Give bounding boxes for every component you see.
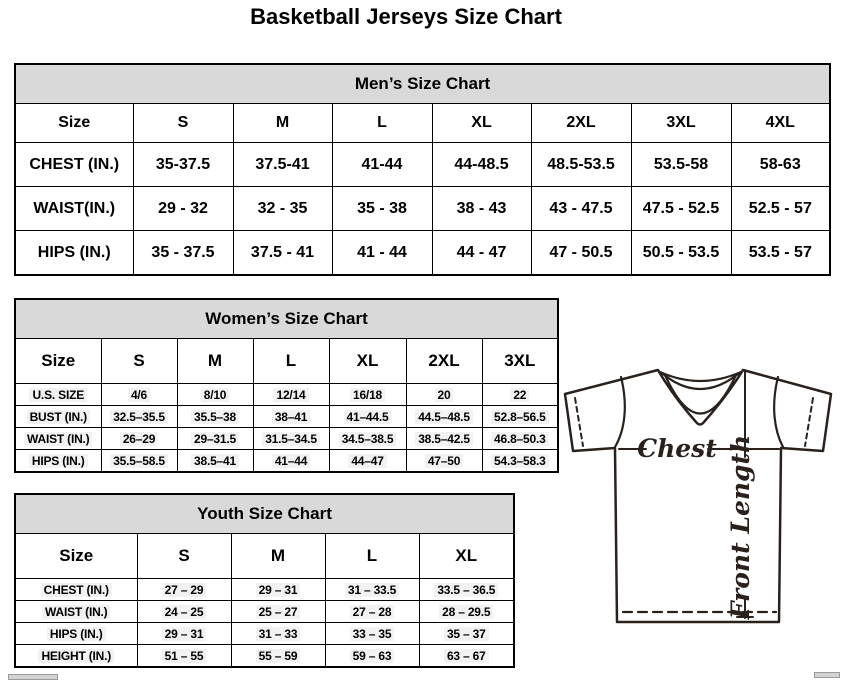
header-row bbox=[15, 104, 830, 143]
column-header: 4XL bbox=[731, 104, 830, 143]
value-cell bbox=[101, 384, 177, 406]
mens-size-table bbox=[14, 63, 831, 276]
cell-value: 31 – 33.5 bbox=[345, 583, 399, 597]
value-cell bbox=[329, 406, 406, 428]
value-cell bbox=[177, 384, 253, 406]
cell-value: 31 – 33 bbox=[256, 627, 301, 641]
column-header: L bbox=[325, 534, 419, 579]
table-title-row bbox=[15, 299, 558, 339]
value-cell bbox=[137, 601, 231, 623]
cell-value: 28 – 29.5 bbox=[439, 605, 493, 619]
column-header: S bbox=[137, 534, 231, 579]
value-cell bbox=[406, 406, 482, 428]
value-cell bbox=[137, 645, 231, 668]
cell-value: 44–47 bbox=[348, 454, 386, 468]
cell-value: 24 – 25 bbox=[162, 605, 207, 619]
cell-value: 35 – 37 bbox=[444, 627, 489, 641]
value-cell bbox=[101, 428, 177, 450]
value-cell: 50.5 - 53.5 bbox=[631, 231, 731, 276]
value-cell bbox=[482, 428, 558, 450]
value-cell bbox=[329, 428, 406, 450]
cell-value: 25 – 27 bbox=[256, 605, 301, 619]
column-header: Size bbox=[15, 339, 101, 384]
cell-value: 38.5–41 bbox=[191, 454, 239, 468]
cell-value: 38–41 bbox=[272, 410, 310, 424]
table-row bbox=[15, 406, 558, 428]
value-cell bbox=[406, 384, 482, 406]
column-header: M bbox=[231, 534, 325, 579]
cell-value: 29–31.5 bbox=[191, 432, 239, 446]
value-cell bbox=[253, 428, 329, 450]
table-row bbox=[15, 384, 558, 406]
value-cell: 37.5-41 bbox=[233, 143, 332, 187]
table-title-row bbox=[15, 494, 514, 534]
column-header: Size bbox=[15, 534, 137, 579]
table-title-row bbox=[15, 64, 830, 104]
value-cell bbox=[137, 579, 231, 601]
cell-value: 12/14 bbox=[273, 388, 308, 402]
column-header: 2XL bbox=[531, 104, 631, 143]
value-cell bbox=[329, 450, 406, 473]
value-cell: 35-37.5 bbox=[133, 143, 233, 187]
value-cell: 37.5 - 41 bbox=[233, 231, 332, 276]
row-label-text: CHEST (IN.) bbox=[41, 583, 112, 597]
cell-value: 52.8–56.5 bbox=[491, 410, 549, 424]
column-header: XL bbox=[432, 104, 531, 143]
value-cell bbox=[419, 645, 514, 668]
value-cell: 35 - 37.5 bbox=[133, 231, 233, 276]
row-label bbox=[15, 645, 137, 668]
column-header: Size bbox=[15, 104, 133, 143]
value-cell bbox=[325, 579, 419, 601]
cell-value: 33.5 – 36.5 bbox=[434, 583, 498, 597]
column-header: L bbox=[253, 339, 329, 384]
cell-value: 41–44 bbox=[272, 454, 310, 468]
scrollbar-fragment-left[interactable] bbox=[8, 674, 58, 680]
cell-value: 8/10 bbox=[201, 388, 230, 402]
cell-value: 29 – 31 bbox=[162, 627, 207, 641]
value-cell bbox=[406, 450, 482, 473]
table-row bbox=[15, 645, 514, 668]
cell-value: 16/18 bbox=[350, 388, 385, 402]
value-cell bbox=[253, 406, 329, 428]
header-row bbox=[15, 339, 558, 384]
value-cell bbox=[325, 623, 419, 645]
value-cell bbox=[482, 384, 558, 406]
cell-value: 38.5–42.5 bbox=[415, 432, 473, 446]
column-header: 2XL bbox=[406, 339, 482, 384]
cell-value: 27 – 28 bbox=[350, 605, 395, 619]
value-cell bbox=[137, 623, 231, 645]
value-cell bbox=[253, 450, 329, 473]
value-cell: 53.5 - 57 bbox=[731, 231, 830, 276]
cell-value: 20 bbox=[435, 388, 454, 402]
cell-value: 63 – 67 bbox=[444, 649, 489, 663]
value-cell bbox=[231, 645, 325, 668]
value-cell: 29 - 32 bbox=[133, 187, 233, 231]
scrollbar-fragment-right[interactable] bbox=[814, 672, 840, 678]
value-cell bbox=[177, 406, 253, 428]
page-title: Basketball Jerseys Size Chart bbox=[250, 4, 562, 29]
row-label bbox=[15, 623, 137, 645]
row-label-text: HIPS (IN.) bbox=[47, 627, 106, 641]
row-label bbox=[15, 406, 101, 428]
column-header: 3XL bbox=[631, 104, 731, 143]
cell-value: 46.8–50.3 bbox=[491, 432, 549, 446]
cell-value: 41–44.5 bbox=[344, 410, 392, 424]
cell-value: 29 – 31 bbox=[256, 583, 301, 597]
value-cell: 44 - 47 bbox=[432, 231, 531, 276]
table-row bbox=[15, 143, 830, 187]
table-row bbox=[15, 579, 514, 601]
cell-value: 34.5–38.5 bbox=[339, 432, 397, 446]
sleeve-seam-dashed-right bbox=[805, 398, 813, 446]
value-cell bbox=[482, 406, 558, 428]
row-label bbox=[15, 450, 101, 473]
value-cell: 47.5 - 52.5 bbox=[631, 187, 731, 231]
value-cell: 41-44 bbox=[332, 143, 432, 187]
cell-value: 26–29 bbox=[120, 432, 158, 446]
value-cell bbox=[329, 384, 406, 406]
row-label: CHEST (IN.) bbox=[15, 143, 133, 187]
column-header: XL bbox=[419, 534, 514, 579]
cell-value: 55 – 59 bbox=[256, 649, 301, 663]
value-cell: 52.5 - 57 bbox=[731, 187, 830, 231]
value-cell: 53.5-58 bbox=[631, 143, 731, 187]
cell-value: 51 – 55 bbox=[162, 649, 207, 663]
row-label bbox=[15, 428, 101, 450]
jersey-outline bbox=[565, 370, 831, 622]
value-cell bbox=[231, 623, 325, 645]
row-label-text: BUST (IN.) bbox=[27, 410, 90, 424]
value-cell: 47 - 50.5 bbox=[531, 231, 631, 276]
row-label-text: U.S. SIZE bbox=[29, 388, 87, 402]
value-cell bbox=[101, 450, 177, 473]
row-label: HIPS (IN.) bbox=[15, 231, 133, 276]
value-cell bbox=[231, 579, 325, 601]
column-header: XL bbox=[329, 339, 406, 384]
youth-size-table bbox=[14, 493, 515, 668]
cell-value: 27 – 29 bbox=[162, 583, 207, 597]
column-header: S bbox=[101, 339, 177, 384]
row-label bbox=[15, 579, 137, 601]
sleeve-seam-dashed-left bbox=[575, 398, 583, 446]
value-cell bbox=[419, 579, 514, 601]
value-cell bbox=[325, 645, 419, 668]
cell-value: 35.5–58.5 bbox=[110, 454, 168, 468]
column-header: S bbox=[133, 104, 233, 143]
value-cell bbox=[419, 601, 514, 623]
armhole-curve-left bbox=[615, 377, 625, 447]
cell-value: 59 – 63 bbox=[350, 649, 395, 663]
womens-table-title: Women’s Size Chart bbox=[15, 299, 558, 339]
value-cell bbox=[325, 601, 419, 623]
value-cell bbox=[253, 384, 329, 406]
armhole-curve-right bbox=[774, 377, 783, 447]
mens-table-title: Men’s Size Chart bbox=[15, 64, 830, 104]
column-header: 3XL bbox=[482, 339, 558, 384]
cell-value: 31.5–34.5 bbox=[262, 432, 320, 446]
cell-value: 32.5–35.5 bbox=[110, 410, 168, 424]
row-label: WAIST(IN.) bbox=[15, 187, 133, 231]
cell-value: 54.3–58.3 bbox=[491, 454, 549, 468]
value-cell bbox=[101, 406, 177, 428]
value-cell bbox=[231, 601, 325, 623]
header-row bbox=[15, 534, 514, 579]
row-label-text: WAIST (IN.) bbox=[42, 605, 110, 619]
cell-value: 35.5–38 bbox=[191, 410, 239, 424]
row-label bbox=[15, 601, 137, 623]
value-cell bbox=[177, 450, 253, 473]
column-header: L bbox=[332, 104, 432, 143]
value-cell: 35 - 38 bbox=[332, 187, 432, 231]
value-cell: 41 - 44 bbox=[332, 231, 432, 276]
value-cell: 32 - 35 bbox=[233, 187, 332, 231]
cell-value: 4/6 bbox=[128, 388, 150, 402]
table-row bbox=[15, 623, 514, 645]
womens-size-table bbox=[14, 298, 559, 473]
value-cell: 43 - 47.5 bbox=[531, 187, 631, 231]
jersey-measurement-diagram bbox=[557, 360, 843, 660]
cell-value: 22 bbox=[510, 388, 529, 402]
table-row bbox=[15, 601, 514, 623]
row-label-text: HIPS (IN.) bbox=[29, 454, 88, 468]
cell-value: 47–50 bbox=[425, 454, 463, 468]
cell-value: 44.5–48.5 bbox=[415, 410, 473, 424]
table-row bbox=[15, 187, 830, 231]
column-header: M bbox=[233, 104, 332, 143]
youth-table-title: Youth Size Chart bbox=[15, 494, 514, 534]
value-cell: 58-63 bbox=[731, 143, 830, 187]
value-cell bbox=[482, 450, 558, 473]
value-cell bbox=[419, 623, 514, 645]
front-length-label: Front Length bbox=[726, 434, 755, 620]
value-cell bbox=[177, 428, 253, 450]
row-label bbox=[15, 384, 101, 406]
cell-value: 33 – 35 bbox=[350, 627, 395, 641]
value-cell: 44-48.5 bbox=[432, 143, 531, 187]
value-cell bbox=[406, 428, 482, 450]
row-label-text: HEIGHT (IN.) bbox=[38, 649, 114, 663]
table-row bbox=[15, 231, 830, 276]
value-cell: 38 - 43 bbox=[432, 187, 531, 231]
value-cell: 48.5-53.5 bbox=[531, 143, 631, 187]
table-row bbox=[15, 450, 558, 473]
table-row bbox=[15, 428, 558, 450]
chest-label: Chest bbox=[637, 434, 717, 463]
column-header: M bbox=[177, 339, 253, 384]
row-label-text: WAIST (IN.) bbox=[24, 432, 92, 446]
